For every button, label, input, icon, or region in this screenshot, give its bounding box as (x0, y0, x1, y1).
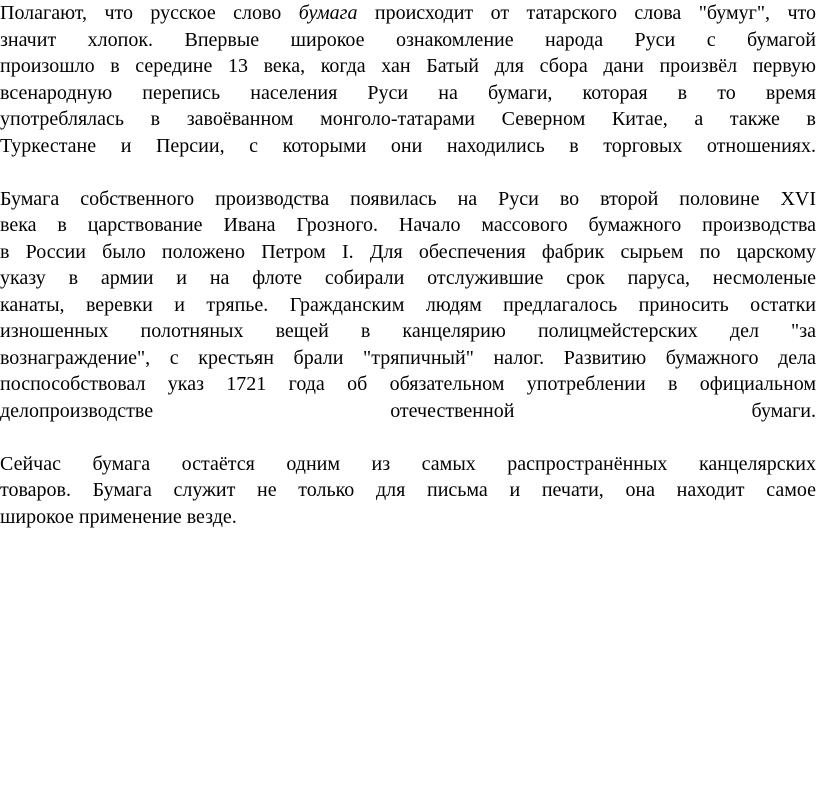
paragraph-1-line-6: Туркестане и Персии, с которыми они находились в торговых отношениях. (0, 134, 816, 157)
paragraph-1-line-1 (0, 0, 816, 27)
line-text-before: Полагают, что русское слово (0, 2, 299, 24)
paragraph-2-line-7: вознаграждение", с крестьян брали "тряпичный" налог. Развитию бумажного дела (0, 346, 816, 369)
paragraph-3-line-3: широкое применение везде. (0, 505, 237, 528)
paragraph-2 (0, 186, 816, 425)
paragraph-3-line-1: Сейчас бумага остаётся одним из самых распространённых канцелярских (0, 452, 816, 475)
paragraph-2-line-4: указу в армии и на флоте собирали отслужившие срок паруса, несмоленые (0, 267, 816, 289)
paragraph-2-line-6: изношенных полотняных вещей в канцелярию полицмейстерских дел "за (0, 320, 816, 342)
paragraph-2-line-5: канаты, веревки и тряпье. Гражданским людям предлагалось приносить остатки (0, 293, 816, 316)
italic-word: бумага (298, 2, 358, 24)
paragraph-2-line-8: поспособствовал указ 1721 года об обязательном употреблении в официальном (0, 373, 816, 395)
paragraph-1-line-4: всенародную перепись населения Руси на бумаги, которая в то время (0, 81, 816, 104)
paragraph-1-line-5: употреблялась в завоёванном монголо-татарами Северном Китае, а также в (0, 108, 816, 130)
paragraph-1-line-3: произошло в середине 13 века, когда хан Батый для сбора дани произвёл первую (0, 55, 816, 77)
paragraph-1-line-2: значит хлопок. Впервые широкое ознакомление народа Руси с бумагой (0, 28, 816, 51)
paragraph-3 (0, 451, 816, 531)
paragraph-2-line-9: делопроизводстве отечественной бумаги. (0, 399, 816, 422)
paragraph-1 (0, 0, 816, 159)
line-text-after: происходит от татарского слова "бумуг", что (357, 2, 816, 24)
paragraph-2-line-1: Бумага собственного производства появилась на Руси во второй половине XVI (0, 187, 816, 210)
paragraph-2-line-2: века в царствование Ивана Грозного. Начало массового бумажного производства (0, 214, 816, 236)
paragraph-2-line-3: в России было положено Петром I. Для обеспечения фабрик сырьем по царскому (0, 240, 816, 263)
paragraph-3-line-2: товаров. Бумага служит не только для письма и печати, она находит самое (0, 479, 816, 501)
